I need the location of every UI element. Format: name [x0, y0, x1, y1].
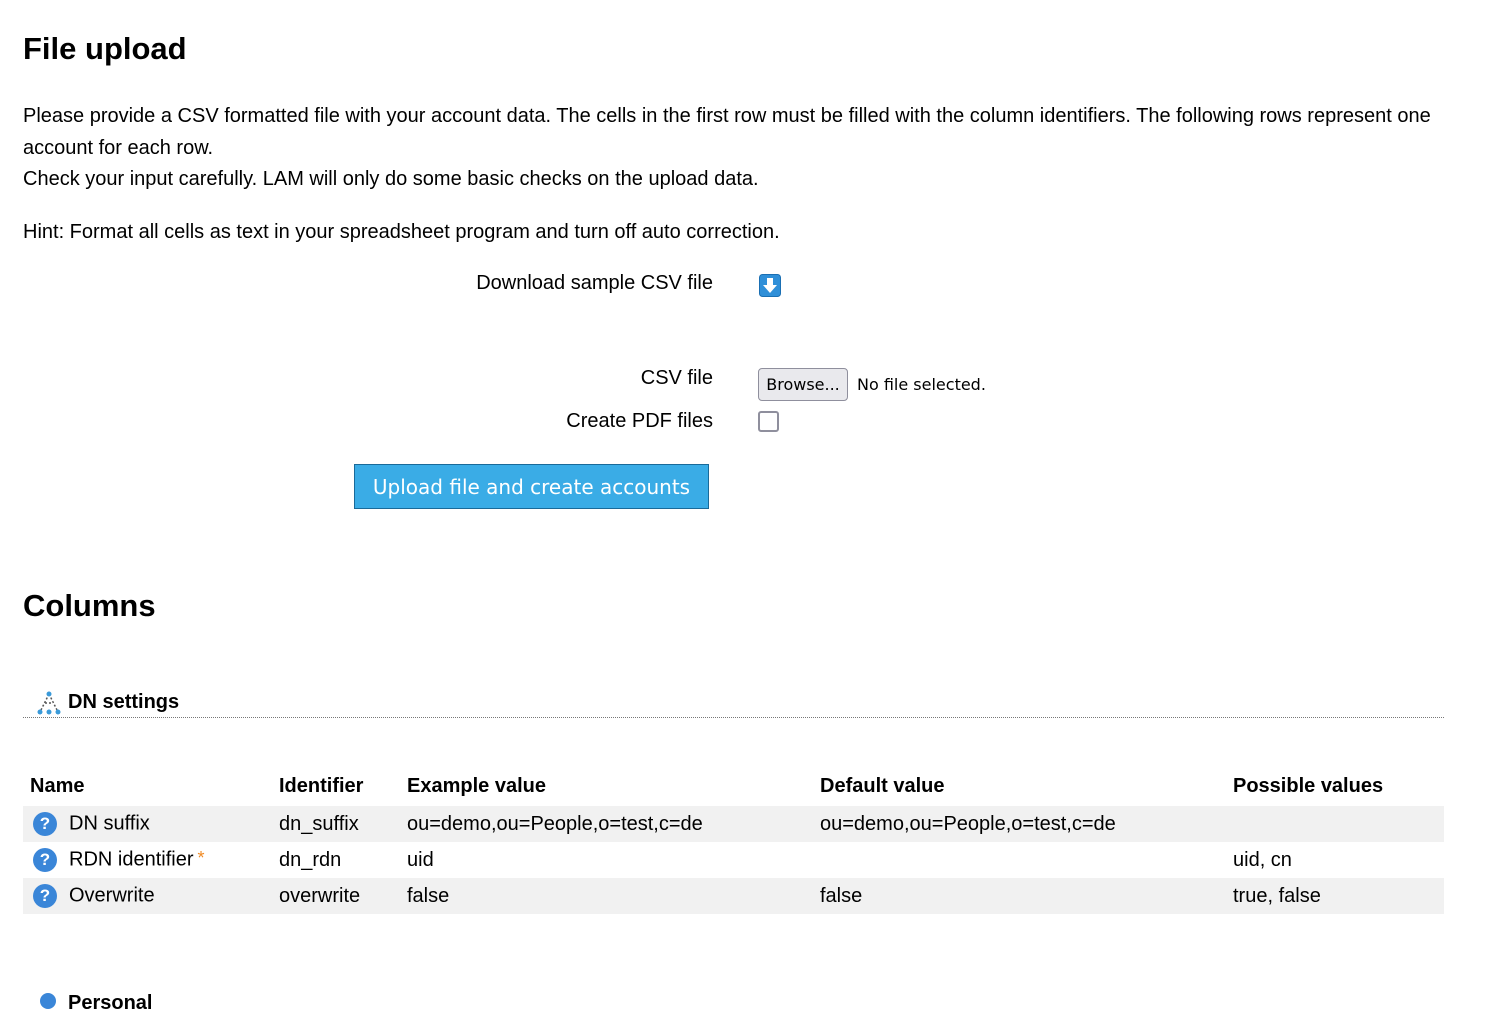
- columns-title: Columns: [23, 588, 156, 623]
- section-title: DN settings: [68, 691, 180, 713]
- cell-default: [813, 842, 1226, 878]
- table-header-row: [23, 766, 1444, 806]
- tree-icon: [36, 690, 62, 716]
- intro-text: Please provide a CSV formatted file with your account data. The cells in the first row must be filled with the column identifiers. The following rows represent one account for each row.: [23, 105, 1431, 159]
- cell-example: uid: [407, 848, 434, 871]
- personal-section-icon: [40, 993, 56, 1009]
- help-icon[interactable]: ?: [33, 848, 57, 872]
- download-sample-label: Download sample CSV file: [476, 272, 713, 294]
- page-title: File upload: [23, 31, 187, 66]
- table-row: [23, 806, 1444, 842]
- cell-example: false: [400, 878, 813, 914]
- hint-text: Hint: Format all cells as text in your spreadsheet program and turn off auto correction.: [23, 221, 780, 243]
- columns-table: [23, 766, 1444, 914]
- dn-settings-header: [23, 687, 1444, 718]
- required-mark: *: [197, 848, 205, 868]
- table-row: [23, 878, 1444, 914]
- help-icon[interactable]: ?: [33, 884, 57, 908]
- create-pdf-checkbox[interactable]: [758, 411, 779, 432]
- header-example: Example value: [407, 774, 546, 797]
- row-name: Overwrite: [69, 884, 155, 907]
- cell-identifier: dn_suffix: [272, 806, 400, 842]
- intro-warning: Check your input carefully. LAM will only do some basic checks on the upload data.: [23, 168, 759, 190]
- help-icon[interactable]: ?: [33, 812, 57, 836]
- upload-submit-button[interactable]: Upload file and create accounts: [354, 464, 709, 509]
- header-identifier: Identifier: [279, 774, 364, 797]
- cell-possible: [1226, 806, 1444, 842]
- header-default: Default value: [820, 774, 945, 797]
- table-row: [23, 842, 1444, 878]
- cell-identifier: dn_rdn: [279, 848, 342, 871]
- cell-name: [23, 878, 272, 914]
- header-name: Name: [30, 774, 85, 797]
- cell-name: [23, 842, 272, 878]
- cell-possible: uid, cn: [1233, 848, 1292, 871]
- cell-default: ou=demo,ou=People,o=test,c=de: [813, 806, 1226, 842]
- cell-identifier: overwrite: [272, 878, 400, 914]
- header-possible: Possible values: [1233, 774, 1384, 797]
- row-name: DN suffix: [69, 812, 150, 835]
- download-icon[interactable]: [759, 274, 781, 297]
- row-name: RDN identifier: [69, 848, 194, 871]
- file-status: No file selected.: [857, 375, 986, 394]
- browse-button[interactable]: Browse...: [758, 368, 848, 401]
- cell-possible: true, false: [1226, 878, 1444, 914]
- create-pdf-label: Create PDF files: [566, 410, 713, 432]
- personal-section-title: Personal: [68, 992, 153, 1014]
- cell-default: false: [813, 878, 1226, 914]
- csv-file-label: CSV file: [640, 367, 713, 389]
- cell-example: ou=demo,ou=People,o=test,c=de: [400, 806, 813, 842]
- cell-name: [23, 806, 272, 842]
